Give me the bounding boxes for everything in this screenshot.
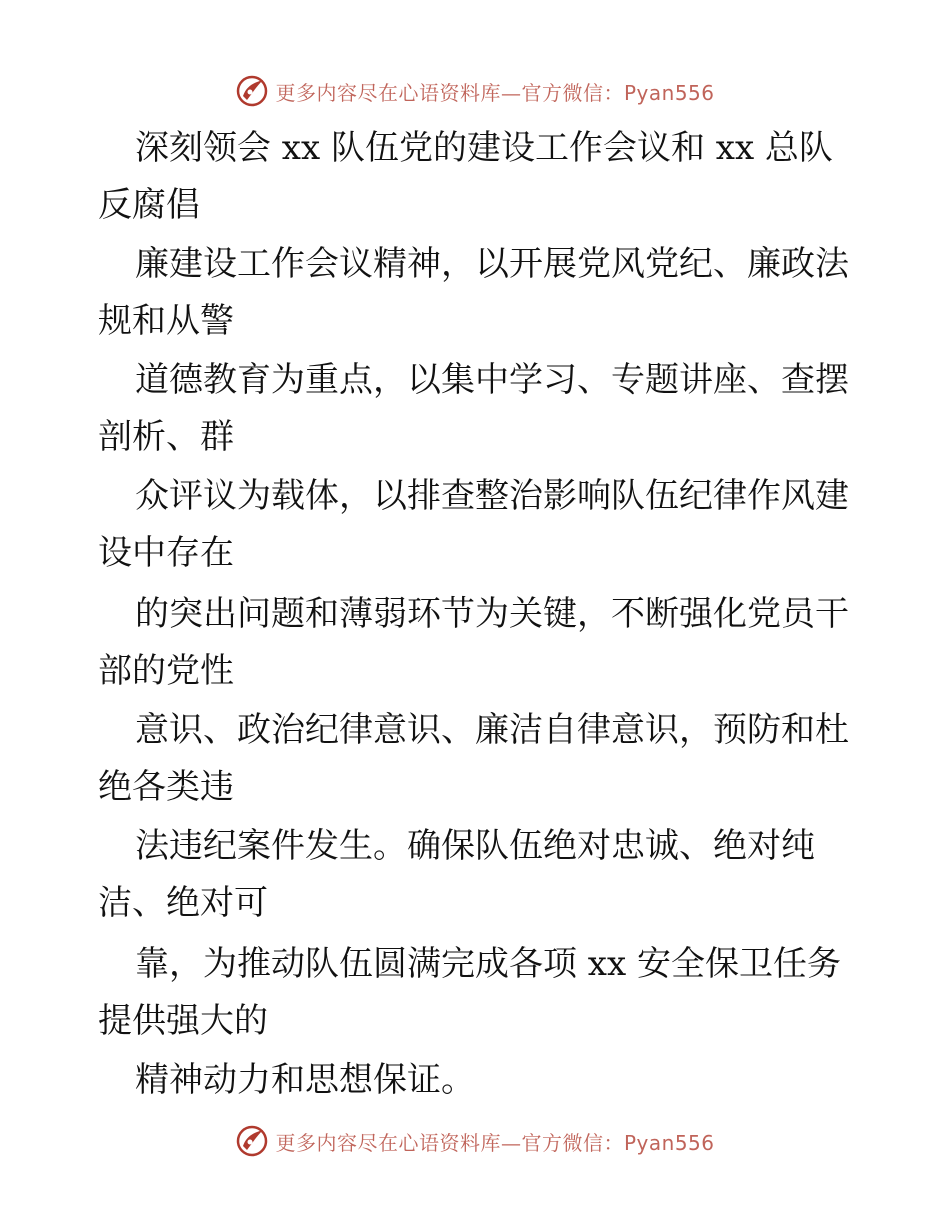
paragraph-line: 规和从警 (98, 301, 234, 341)
paragraph-line: 部的党性 (98, 651, 234, 691)
paragraph-line: 众评议为载体，以排查整治影响队伍纪律作风建 (135, 476, 849, 516)
paragraph-line: 剖析、群 (98, 417, 234, 457)
watermark-text-cn: 更多内容尽在心语资料库—官方微信： (275, 1130, 624, 1155)
paragraph-line: 提供强大的 (98, 1001, 268, 1041)
watermark-text-id: Pyan556 (623, 80, 715, 105)
watermark-banner-top (0, 71, 950, 111)
paragraph-line: 绝各类违 (98, 767, 234, 807)
paragraph-line: 法违纪案件发生。确保队伍绝对忠诚、绝对纯 (135, 826, 815, 866)
paragraph-line: 靠，为推动队伍圆满完成各项 xx 安全保卫任务 (135, 944, 841, 984)
paragraph-line: 精神动力和思想保证。 (135, 1060, 475, 1100)
watermark-text-cn: 更多内容尽在心语资料库—官方微信： (275, 80, 624, 105)
watermark-text (275, 77, 714, 106)
logo-icon (235, 74, 269, 108)
watermark-text-id: Pyan556 (623, 1130, 715, 1155)
watermark-banner-bottom (0, 1121, 950, 1161)
paragraph-line: 深刻领会 xx 队伍党的建设工作会议和 xx 总队 (135, 128, 833, 168)
paragraph-line: 意识、政治纪律意识、廉洁自律意识，预防和杜 (135, 710, 849, 750)
watermark-text (275, 1127, 714, 1156)
paragraph-line: 的突出问题和薄弱环节为关键，不断强化党员干 (135, 594, 849, 634)
paragraph-line: 反腐倡 (98, 185, 200, 225)
paragraph-line: 道德教育为重点，以集中学习、专题讲座、查摆 (135, 360, 849, 400)
paragraph-line: 洁、绝对可 (98, 883, 268, 923)
paragraph-line: 设中存在 (98, 533, 234, 573)
logo-icon (235, 1124, 269, 1158)
paragraph-line: 廉建设工作会议精神，以开展党风党纪、廉政法 (135, 244, 849, 284)
